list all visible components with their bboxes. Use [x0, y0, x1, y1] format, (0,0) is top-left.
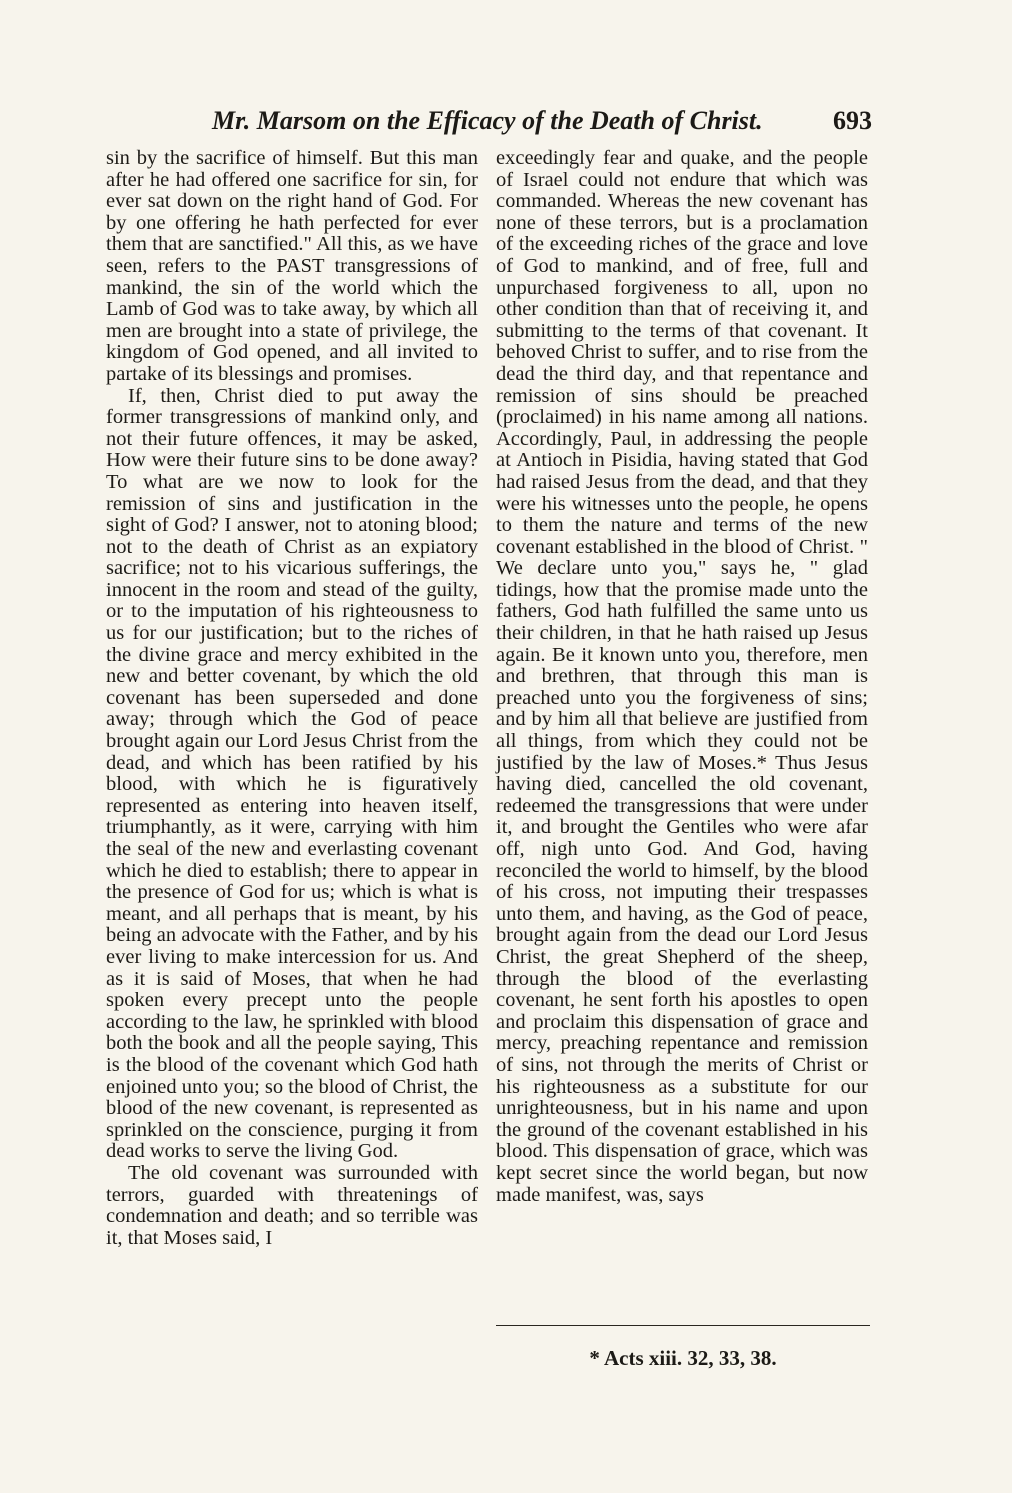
right-paragraph-1: exceedingly fear and quake, and the people of Israel could not endure that which was commanded. Whereas the new covenant has none of these terrors, but is a proclamation of the exceeding riches of the grace and love of God to mankind, and of free, full and unpurchased forgiveness to all, upon no other condition than that of receiving it, and submitting to the terms of that covenant. It behoved Christ to suffer, and to rise from the dead the third day, and that repentance and remission of sins should be preached (proclaimed) in his name among all nations. Accordingly, Paul, in addressing the people at Antioch in Pisidia, having stated that God had raised Jesus from the dead, and that they were his witnesses unto the people, he opens to them the nature and terms of the new covenant established in the blood of Christ. " We declare unto you," says he, " glad tidings, how that the promise made unto the fathers, God hath fulfilled the same unto us their children, in that he hath raised up Jesus again. Be it known unto you, therefore, men and brethren, that through this man is preached unto you the forgiveness of sins; and by him all that believe are justified from all things, from which they could not be justified by the law of Moses.* Thus Jesus having died, cancelled the old covenant, redeemed the transgressions that were under it, and brought the Gentiles who were afar off, nigh unto God. And God, having reconciled the world to himself, by the blood of his cross, not imputing their trespasses unto them, and having, as the God of peace, brought again from the dead our Lord Jesus Christ, the great Shepherd of the sheep, through the blood of the everlasting covenant, he sent forth his apostles to open and proclaim this dispensation of grace and mercy, preaching repentance and remission of sins, not through the merits of Christ or his righteousness as a substitute for our unrighteousness, but in his name and upon the ground of the covenant established in his blood. This dispensation of grace, which was kept secret since the world began, but now made manifest, was, says	[496, 147, 868, 1206]
running-head	[102, 106, 872, 136]
left-paragraph-3: The old covenant was surrounded with terrors, guarded with threatenings of condemnation and death; and so terrible was it, that Moses said, I	[106, 1161, 478, 1249]
running-title: Mr. Marsom on the Efficacy of the Death of Christ.	[212, 106, 763, 135]
left-paragraph-1: sin by the sacrifice of himself. But this man after he had offered one sacrifice for sin, for ever sat down on the right hand of God. For by one offering he hath perfected for ever them that are sanctified." All this, as we have seen, refers to the PAST transgressions of mankind, the sin of the world which the Lamb of God was to take away, by which all men are brought into a state of privilege, the kingdom of God opened, and all invited to partake of its blessings and promises.	[106, 147, 478, 385]
footnote-divider	[496, 1325, 870, 1326]
footnote: * Acts xiii. 32, 33, 38.	[589, 1346, 777, 1370]
right-column	[496, 148, 868, 1206]
left-column	[106, 148, 478, 1249]
left-paragraph-2: If, then, Christ died to put away the former transgressions of mankind only, and not their future offences, it may be asked, How were their future sins to be done away? To what are we now to look for the remission of sins and justification in the sight of God? I answer, not to atoning blood; not to the death of Christ as an expiatory sacrifice; not to his vicarious sufferings, the innocent in the room and stead of the guilty, or to the imputation of his righteousness to us for our justification; but to the riches of the divine grace and mercy exhibited in the new and better covenant, by which the old covenant has been superseded and done away; through which the God of peace brought again our Lord Jesus Christ from the dead, and which has been ratified by his blood, with which he is figuratively represented as entering into heaven itself, triumphantly, as it were, carrying with him the seal of the new and everlasting covenant which he died to establish; there to appear in the presence of God for us; which is what is meant, and all perhaps that is meant, by his being an advocate with the Father, and by his ever living to make intercession for us. And as it is said of Moses, that when he had spoken every precept unto the people according to the law, he sprinkled with blood both the book and all the people saying, This is the blood of the covenant which God hath enjoined unto you; so the blood of Christ, the blood of the new covenant, is represented as sprinkled on the conscience, purging it from dead works to serve the living God.	[106, 384, 478, 1163]
page-number: 693	[833, 106, 872, 135]
